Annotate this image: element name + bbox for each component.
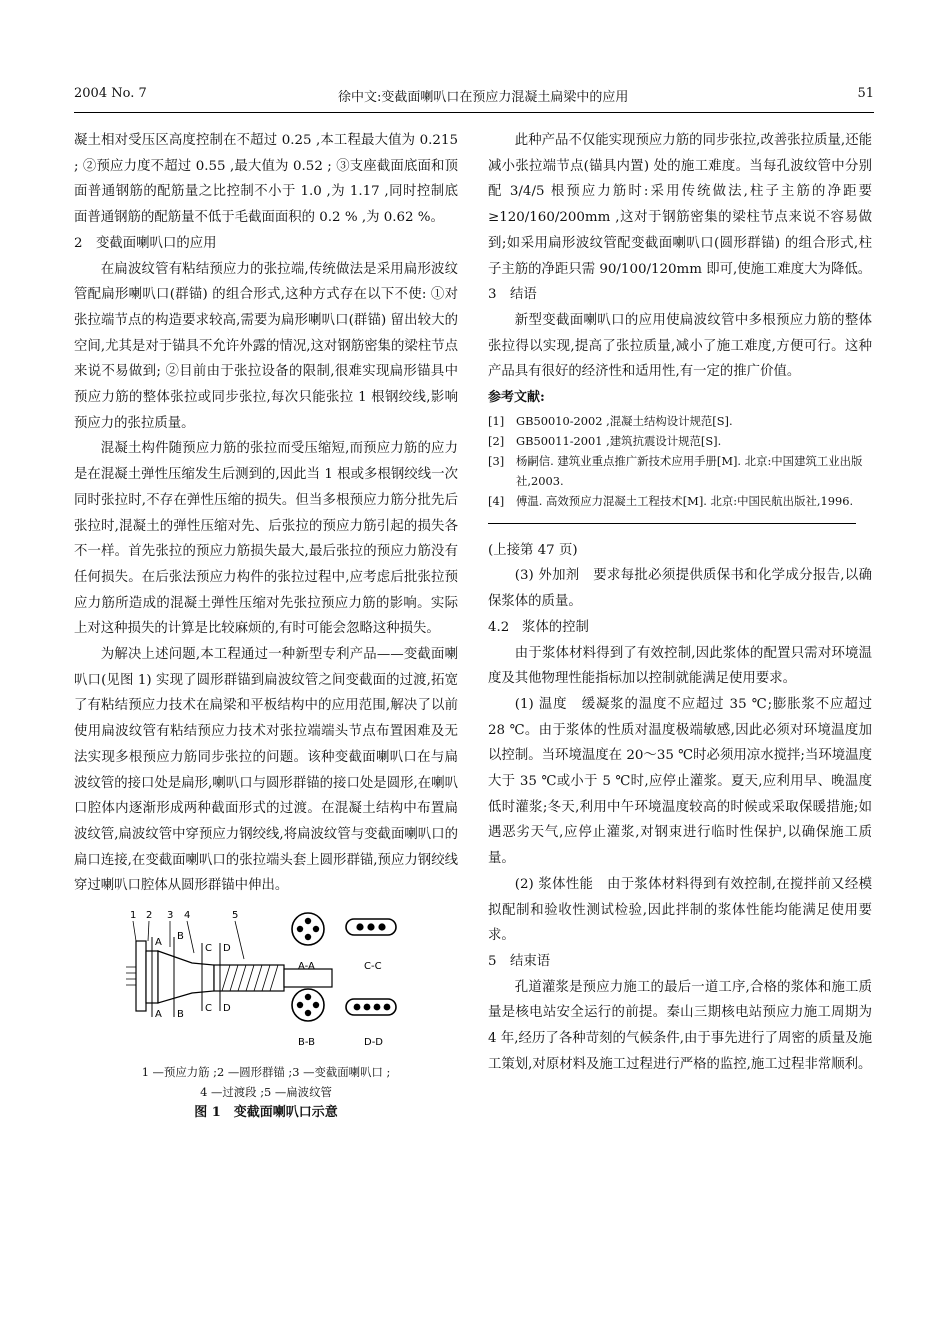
reference-number: [2] — [488, 433, 505, 448]
reference-item — [488, 411, 872, 431]
journal-issue: 2004 No. 7 — [74, 86, 147, 101]
trumpet-diagram — [74, 907, 458, 1052]
paragraph: 孔道灌浆是预应力施工的最后一道工序,合格的浆体和施工质量是核电站安全运行的前提。秦山三期核电站预应力施工周期为 4 年,经历了各种苛刻的气候条件,由于事先进行了周密的质量及施工策划,对原材料及施工过程进行严格的监控,施工过程非常顺利。 — [488, 979, 872, 1072]
reference-item — [488, 451, 872, 491]
view-label: A-A — [298, 961, 315, 973]
section-title: 浆体的控制 — [522, 619, 589, 635]
left-column — [74, 128, 458, 1120]
reference-text: 杨嗣信. 建筑业重点推广新技术应用手册[M]. 北京:中国建筑工业出版社,2003. — [516, 453, 863, 488]
figure-1 — [74, 907, 458, 1120]
paragraph: 由于浆体材料得到了有效控制,因此浆体的配置只需对环境温度及其他物理性能指标加以控制就能满足使用要求。 — [488, 645, 872, 687]
section-letter: B — [177, 1009, 184, 1021]
header-rule — [74, 112, 874, 113]
running-header — [74, 86, 874, 106]
section-heading-4-2 — [488, 615, 872, 641]
figure-legend: 1 —预应力筋 ;2 —圆形群锚 ;3 —变截面喇叭口 ; — [141, 1064, 391, 1079]
page-number: 51 — [857, 86, 874, 101]
paragraph: 此种产品不仅能实现预应力筋的同步张拉,改善张拉质量,还能减小张拉端节点(锚具内置) 处的施工难度。当每孔波纹管中分别配 3/4/5 根预应力筋时:采用传统做法,柱子主筋的净距要 ≥120/160/200mm ,这对于钢筋密集的梁柱节点来说不容易做到;如采用扁形波纹管配变截面喇叭口(圆形群锚) 的组合形式,柱子主筋的净距只需 90/100/120mm 即可,使施工难度大为降低。 — [488, 133, 872, 277]
figure-caption: 图 1 变截面喇叭口示意 — [194, 1104, 338, 1120]
section-title: 结束语 — [510, 953, 551, 969]
part-number: 1 — [130, 910, 137, 922]
section-heading-3 — [488, 282, 872, 308]
paragraph: (1) 温度 缓凝浆的温度不应超过 35 ℃;膨胀浆不应超过 28 ℃。由于浆体的性质对温度极端敏感,因此必须对环境温度加以控制。当环境温度在 20～35 ℃时必须用凉水搅拌;当环境温度大于 35 ℃或小于 5 ℃时,应停止灌浆。夏天,应利用早、晚温度低时灌浆;冬天,利用中午环境温度较高的时候或采取保暖措施;如遇恶劣天气,应停止灌浆,对钢束进行临时性保护,以确保施工质量。 — [488, 696, 872, 867]
section-letter: C — [205, 1003, 212, 1015]
reference-item — [488, 491, 872, 511]
paragraph: 在扁波纹管有粘结预应力的张拉端,传统做法是采用扁形波纹管配扁形喇叭口(群锚) 的组合形式,这种方式存在以下不使: ①对张拉端节点的构造要求较高,需要为扁形喇叭口(群锚) 留出较大的空间,尤其是对于锚具不允许外露的情况,这对钢筋密集的梁柱节点来说不易做到; ②目前由于张拉设备的限制,很难实现扁形锚具中预应力筋的整体张拉或同步张拉,每次只能张拉 1 根钢绞线,影响预应力的张拉质量。 — [74, 261, 458, 431]
view-label: B-B — [298, 1037, 315, 1049]
section-letter: A — [155, 937, 162, 949]
running-title: 徐中文:变截面喇叭口在预应力混凝土扁梁中的应用 — [338, 90, 629, 105]
part-number: 4 — [184, 910, 191, 922]
section-letter: C — [205, 943, 212, 955]
reference-text: 傅温. 高效预应力混凝土工程技术[M]. 北京:中国民航出版社,1996. — [516, 493, 854, 508]
reference-number: [4] — [488, 493, 505, 508]
section-letter: D — [223, 943, 231, 955]
reference-number: [3] — [488, 453, 505, 468]
section-title: 变截面喇叭口的应用 — [96, 235, 217, 251]
section-number: 2 — [74, 235, 83, 251]
view-label: D-D — [364, 1037, 384, 1049]
part-number: 3 — [167, 910, 174, 922]
article-divider — [488, 523, 856, 524]
reference-number: [1] — [488, 413, 505, 428]
section-letter: B — [177, 931, 184, 943]
continuation-note: (上接第 47 页) — [488, 542, 578, 558]
section-heading-2 — [74, 231, 458, 257]
section-number: 3 — [488, 287, 497, 303]
section-number: 4.2 — [488, 619, 510, 635]
part-number: 5 — [232, 910, 239, 922]
section-number: 5 — [488, 953, 497, 969]
reference-item — [488, 431, 872, 451]
section-letter: A — [155, 1009, 162, 1021]
reference-text: GB50011-2001 ,建筑抗震设计规范[S]. — [516, 433, 722, 448]
section-letter: D — [223, 1003, 231, 1015]
paragraph: 新型变截面喇叭口的应用使扁波纹管中多根预应力筋的整体张拉得以实现,提高了张拉质量,减小了施工难度,方便可行。这种产品具有很好的经济性和适用性,有一定的推广价值。 — [488, 312, 872, 380]
section-title: 结语 — [510, 287, 537, 303]
paragraph: 为解决上述问题,本工程通过一种新型专利产品——变截面喇叭口(见图 1) 实现了圆形群锚到扁波纹管之间变截面的过渡,拓宽了有粘结预应力技术在扁梁和平板结构中的应用范围,解决了以前使用扁波纹管有粘结预应力技术对张拉端端头节点布置困难及无法实现多根预应力筋同步张拉的问题。该种变截面喇叭口在与扁波纹管的接口处是扁形,喇叭口与圆形群锚的接口处是圆形,在喇叭口腔体内逐渐形成两种截面形式的过渡。在混凝土结构中布置扁波纹管,扁波纹管中穿预应力钢绞线,将扁波纹管与变截面喇叭口的扁口连接,在变截面喇叭口的张拉端头套上圆形群锚,预应力钢绞线穿过喇叭口腔体从圆形群锚中伸出。 — [74, 647, 458, 894]
paragraph: 混凝土构件随预应力筋的张拉而受压缩短,而预应力筋的应力是在混凝土弹性压缩发生后测到的,因此当 1 根或多根钢绞线一次同时张拉时,不存在弹性压缩的损失。但当多根预应力筋分批先后张拉时,混凝土的弹性压缩对先、后张拉的预应力筋引起的损失各不一样。首先张拉的预应力筋损失最大,最后张拉的预应力筋没有任何损失。在后张法预应力构件的张拉过程中,应考虑后批张拉预应力筋所造成的混凝土弹性压缩对先张拉预应力筋的影响。实际上对这种损失的计算是比较麻烦的,有时可能会忽略这种损失。 — [74, 441, 458, 637]
paragraph: 凝土相对受压区高度控制在不超过 0.25 ,本工程最大值为 0.215 ; ②预应力度不超过 0.55 ,最大值为 0.52 ; ③支座截面底面和顶面普通钢筋的配筋量之比控制不小于 1.0 ,为 1.17 ,同时控制底面普通钢筋的配筋量不低于毛截面面积的 0.2 % ,为 0.62 %。 — [74, 133, 458, 226]
references-heading: 参考文献: — [488, 390, 545, 406]
figure-legend: 4 —过渡段 ;5 —扁波纹管 — [200, 1084, 332, 1099]
view-label: C-C — [364, 961, 382, 973]
part-number: 2 — [146, 910, 153, 922]
section-heading-5 — [488, 949, 872, 975]
right-column — [488, 128, 872, 1078]
paragraph: (2) 浆体性能 由于浆体材料得到有效控制,在搅拌前又经模拟配制和验收性测试检验,因此拌制的浆体性能均能满足使用要求。 — [488, 876, 872, 944]
paragraph: (3) 外加剂 要求每批必须提供质保书和化学成分报告,以确保浆体的质量。 — [488, 568, 872, 610]
reference-text: GB50010-2002 ,混凝土结构设计规范[S]. — [516, 413, 733, 428]
